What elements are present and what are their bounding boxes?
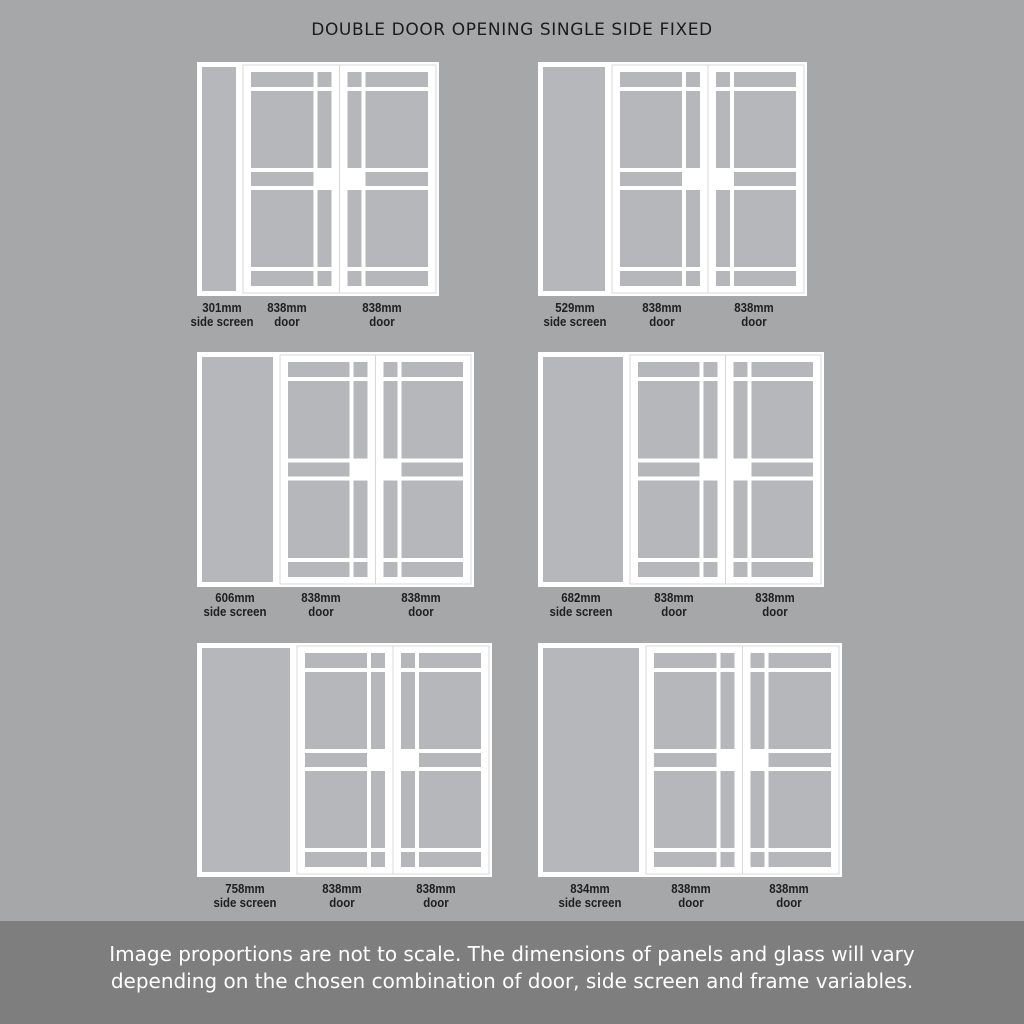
glass-pane [402,381,464,459]
glass-pane [305,753,367,767]
glass-pane [288,481,350,559]
glass-pane [716,91,730,168]
glass-pane [769,852,832,867]
config-682mm [538,352,824,619]
glass-pane [251,190,314,267]
glass-pane [419,653,481,668]
glass-pane [734,91,796,168]
glass-pane [751,653,765,668]
glass-pane [734,190,796,267]
door-right-label: 838mm door [734,300,774,329]
glass-pane [686,72,700,87]
glass-pane [620,172,682,186]
glass-pane [348,72,362,87]
glass-pane [419,753,481,767]
side-screen-label: 529mm side screen [543,300,607,329]
glass-pane [769,753,832,767]
glass-pane [354,381,368,459]
glass-pane [305,852,367,867]
glass-pane [721,852,735,867]
glass-pane [721,653,735,668]
glass-pane [752,362,814,377]
glass-pane [721,771,735,848]
glass-pane [734,362,748,377]
glass-pane [751,672,765,749]
glass-pane [318,91,332,168]
side-screen-glass [202,357,273,582]
glass-pane [288,463,350,477]
glass-pane [402,562,464,577]
glass-pane [251,72,314,87]
glass-pane [704,481,718,559]
side-screen-label: 758mm side screen [213,881,277,910]
glass-pane [401,653,415,668]
glass-pane [401,672,415,749]
glass-pane [419,852,481,867]
glass-pane [752,481,814,559]
door-unit-diagram [197,62,439,296]
glass-pane [354,362,368,377]
glass-pane [402,463,464,477]
glass-pane [734,72,796,87]
door-right-label: 838mm door [401,590,441,619]
glass-pane [402,481,464,559]
glass-pane [366,190,429,267]
glass-pane [721,672,735,749]
glass-pane [638,362,700,377]
glass-pane [251,172,314,186]
door-right-label: 838mm door [416,881,456,910]
disclaimer-line-2: depending on the chosen combination of door, side screen and frame variables. [110,969,914,993]
config-758mm [197,643,492,910]
glass-pane [305,771,367,848]
glass-pane [620,271,682,286]
config-529mm [538,62,807,329]
glass-pane [734,481,748,559]
config-606mm [197,352,474,619]
glass-pane [305,672,367,749]
glass-pane [384,381,398,459]
glass-pane [654,852,717,867]
glass-pane [354,481,368,559]
door-unit-diagram [538,352,824,587]
glass-pane [769,771,832,848]
glass-pane [401,852,415,867]
side-screen-label: 301mm side screen [190,300,254,329]
glass-pane [402,362,464,377]
config-834mm [538,643,842,910]
glass-pane [620,72,682,87]
glass-pane [638,481,700,559]
door-left-label: 838mm door [654,590,694,619]
glass-pane [288,362,350,377]
glass-pane [419,672,481,749]
glass-pane [366,172,429,186]
glass-pane [366,91,429,168]
glass-pane [704,362,718,377]
glass-pane [366,72,429,87]
glass-pane [638,562,700,577]
door-unit-diagram [197,643,492,877]
glass-pane [366,271,429,286]
glass-pane [654,771,717,848]
door-unit-diagram [538,62,807,296]
door-left-label: 838mm door [267,300,307,329]
glass-pane [638,381,700,459]
glass-pane [751,771,765,848]
glass-pane [371,852,385,867]
glass-pane [752,463,814,477]
glass-pane [371,771,385,848]
glass-pane [638,463,700,477]
glass-pane [384,481,398,559]
side-screen-glass [202,648,290,872]
glass-pane [716,190,730,267]
side-screen-label: 682mm side screen [549,590,613,619]
door-right-label: 838mm door [769,881,809,910]
glass-pane [654,753,717,767]
glass-pane [419,771,481,848]
door-right-label: 838mm door [362,300,402,329]
glass-pane [251,271,314,286]
glass-pane [384,362,398,377]
glass-pane [686,190,700,267]
glass-pane [769,653,832,668]
side-screen-label: 834mm side screen [558,881,622,910]
door-left-label: 838mm door [301,590,341,619]
glass-pane [654,672,717,749]
disclaimer-footer [0,921,1024,1024]
side-screen-glass [202,67,236,291]
glass-pane [620,91,682,168]
side-screen-label: 606mm side screen [203,590,267,619]
config-301mm [190,62,439,329]
door-unit-diagram [538,643,842,877]
glass-pane [734,562,748,577]
glass-pane [769,672,832,749]
glass-pane [654,653,717,668]
disclaimer-line-1: Image proportions are not to scale. The dimensions of panels and glass will vary [109,942,915,966]
glass-pane [620,190,682,267]
door-left-label: 838mm door [642,300,682,329]
glass-pane [251,91,314,168]
glass-pane [348,271,362,286]
glass-pane [384,562,398,577]
glass-pane [318,190,332,267]
glass-pane [371,672,385,749]
glass-pane [401,771,415,848]
side-screen-glass [543,648,639,872]
glass-pane [751,852,765,867]
side-screen-glass [543,357,623,582]
glass-pane [704,381,718,459]
glass-pane [686,271,700,286]
door-left-label: 838mm door [671,881,711,910]
glass-pane [752,381,814,459]
side-screen-glass [543,67,605,291]
glass-pane [318,72,332,87]
glass-pane [318,271,332,286]
glass-pane [288,562,350,577]
glass-pane [734,172,796,186]
glass-pane [734,271,796,286]
glass-pane [734,381,748,459]
glass-pane [752,562,814,577]
glass-pane [716,72,730,87]
glass-pane [305,653,367,668]
glass-pane [371,653,385,668]
door-left-label: 838mm door [322,881,362,910]
glass-pane [686,91,700,168]
glass-pane [288,381,350,459]
door-right-label: 838mm door [755,590,795,619]
door-unit-diagram [197,352,474,587]
glass-pane [716,271,730,286]
page-title: DOUBLE DOOR OPENING SINGLE SIDE FIXED [311,20,713,40]
glass-pane [348,190,362,267]
glass-pane [704,562,718,577]
glass-pane [354,562,368,577]
glass-pane [348,91,362,168]
